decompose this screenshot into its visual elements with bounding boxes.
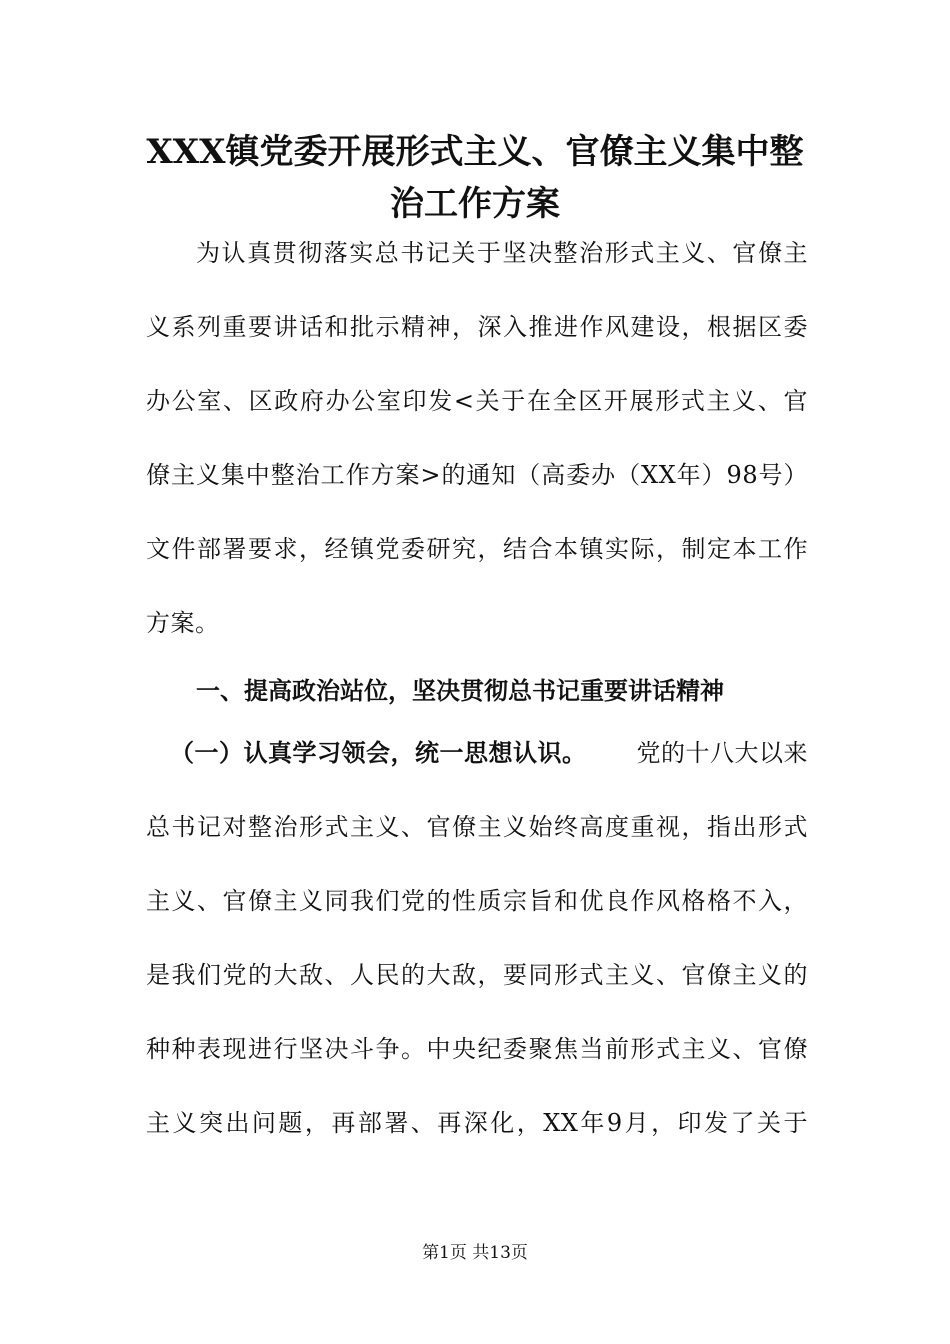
intro-line-2: 义系列重要讲话和批示精神，深入推进作风建设，根据区委: [146, 313, 808, 341]
intro-line-1: 为认真贯彻落实总书记关于坚决整治形式主义、官僚主: [196, 239, 808, 267]
document-title-line-1: XXX镇党委开展形式主义、官僚主义集中整: [146, 132, 804, 172]
subsection-1-line: [170, 738, 808, 768]
body-line-2: 主义、官僚主义同我们党的性质宗旨和优良作风格格不入，: [146, 887, 808, 915]
body-line-5: 主义突出问题，再部署、再深化，XX年9月，印发了关于: [146, 1109, 808, 1137]
section-1-heading: 一、提高政治站位，坚决贯彻总书记重要讲话精神: [196, 677, 724, 705]
body-line-3: 是我们党的大敌、人民的大敌，要同形式主义、官僚主义的: [146, 961, 808, 989]
page-number-footer: 第1页 共13页: [422, 1243, 528, 1263]
intro-line-3: 办公室、区政府办公室印发<关于在全区开展形式主义、官: [146, 387, 808, 415]
intro-line-4: 僚主义集中整治工作方案>的通知（高委办（XX年）98号）: [146, 461, 808, 489]
document-title-line-2: 治工作方案: [390, 184, 560, 224]
intro-line-6: 方案。: [146, 609, 220, 637]
body-line-4: 种种表现进行坚决斗争。中央纪委聚焦当前形式主义、官僚: [146, 1035, 808, 1063]
subsection-1-heading: （一）认真学习领会，统一思想认识。: [170, 739, 587, 767]
intro-line-5: 文件部署要求，经镇党委研究，结合本镇实际，制定本工作: [146, 535, 808, 563]
subsection-1-text: 党的十八大以来: [636, 739, 808, 767]
body-line-1: 总书记对整治形式主义、官僚主义始终高度重视，指出形式: [146, 813, 808, 841]
